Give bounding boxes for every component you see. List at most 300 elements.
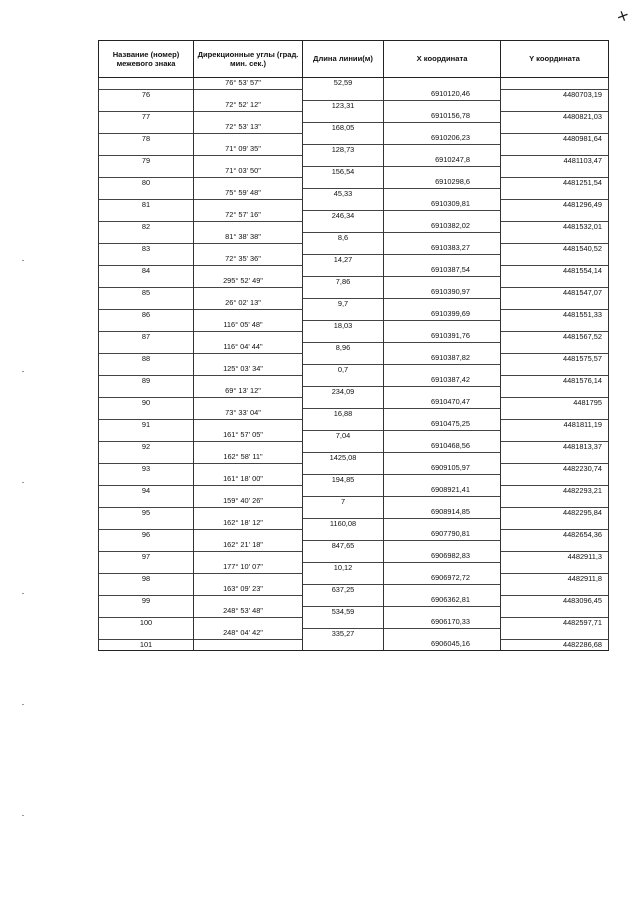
x-coordinate-cell: [384, 518, 501, 529]
table-row: [99, 595, 609, 606]
line-length-cell: [303, 441, 384, 452]
table-row: [99, 419, 609, 430]
x-coordinate-cell: [384, 100, 501, 111]
x-coordinate-cell: [384, 144, 501, 155]
y-coordinate-cell: 4481103,47: [501, 155, 609, 166]
y-coordinate-cell: 4483096,45: [501, 595, 609, 606]
x-coordinate-cell: [384, 628, 501, 639]
line-length-cell: 534,59: [303, 606, 384, 617]
point-name-cell: [99, 320, 194, 331]
line-length-cell: 194,85: [303, 474, 384, 485]
line-length-cell: 8,96: [303, 342, 384, 353]
point-name-cell: [99, 210, 194, 221]
x-coordinate-cell: [384, 386, 501, 397]
point-name-cell: 97: [99, 551, 194, 562]
direction-angle-cell: [194, 287, 303, 298]
y-coordinate-cell: [501, 342, 609, 353]
y-coordinate-cell: [501, 606, 609, 617]
y-coordinate-cell: 4481575,57: [501, 353, 609, 364]
point-name-cell: [99, 166, 194, 177]
direction-angle-cell: [194, 485, 303, 496]
table-row: [99, 166, 609, 177]
direction-angle-cell: 72° 35' 36": [194, 254, 303, 265]
point-name-cell: [99, 364, 194, 375]
point-name-cell: 83: [99, 243, 194, 254]
direction-angle-cell: [194, 595, 303, 606]
table-row: [99, 540, 609, 551]
point-name-cell: 86: [99, 309, 194, 320]
direction-angle-cell: [194, 243, 303, 254]
x-coordinate-cell: [384, 78, 501, 90]
point-name-cell: [99, 342, 194, 353]
line-length-cell: 7,86: [303, 276, 384, 287]
line-length-cell: [303, 639, 384, 651]
point-name-cell: [99, 540, 194, 551]
y-coordinate-cell: [501, 188, 609, 199]
table-row: [99, 463, 609, 474]
line-length-cell: [303, 133, 384, 144]
point-name-cell: 89: [99, 375, 194, 386]
direction-angle-cell: [194, 221, 303, 232]
y-coordinate-cell: 4481547,07: [501, 287, 609, 298]
y-coordinate-cell: 4482295,84: [501, 507, 609, 518]
direction-angle-cell: 116° 04' 44": [194, 342, 303, 353]
y-coordinate-cell: [501, 430, 609, 441]
direction-angle-cell: 248° 04' 42": [194, 628, 303, 639]
x-coordinate-cell: 6907790,81: [384, 529, 501, 540]
table-row: [99, 243, 609, 254]
y-coordinate-cell: [501, 232, 609, 243]
point-name-cell: [99, 518, 194, 529]
line-length-cell: 52,59: [303, 78, 384, 90]
line-length-cell: 8,6: [303, 232, 384, 243]
y-coordinate-cell: [501, 518, 609, 529]
line-length-cell: 10,12: [303, 562, 384, 573]
table-row: [99, 221, 609, 232]
table-row: [99, 144, 609, 155]
x-coordinate-cell: [384, 232, 501, 243]
x-coordinate-cell: 6906362,81: [384, 595, 501, 606]
x-coordinate-cell: 6910387,54: [384, 265, 501, 276]
point-name-cell: 76: [99, 89, 194, 100]
direction-angle-cell: 75° 59' 48": [194, 188, 303, 199]
direction-angle-cell: [194, 331, 303, 342]
header-x-coordinate: X координата: [384, 41, 501, 78]
y-coordinate-cell: [501, 496, 609, 507]
table-row: [99, 606, 609, 617]
point-name-cell: [99, 386, 194, 397]
point-name-cell: 100: [99, 617, 194, 628]
table-row: [99, 287, 609, 298]
direction-angle-cell: 71° 03' 50": [194, 166, 303, 177]
y-coordinate-cell: 4482654,36: [501, 529, 609, 540]
point-name-cell: 82: [99, 221, 194, 232]
y-coordinate-cell: 4481532,01: [501, 221, 609, 232]
direction-angle-cell: 162° 21' 18": [194, 540, 303, 551]
line-length-cell: [303, 89, 384, 100]
y-coordinate-cell: 4481813,37: [501, 441, 609, 452]
point-name-cell: 79: [99, 155, 194, 166]
point-name-cell: [99, 276, 194, 287]
line-length-cell: 234,09: [303, 386, 384, 397]
table-row: [99, 188, 609, 199]
x-coordinate-cell: [384, 496, 501, 507]
table-row: [99, 518, 609, 529]
point-name-cell: 88: [99, 353, 194, 364]
y-coordinate-cell: 4480703,19: [501, 89, 609, 100]
x-coordinate-cell: 6910247,8: [384, 155, 501, 166]
table-row: [99, 639, 609, 651]
line-length-cell: 9,7: [303, 298, 384, 309]
table-row: [99, 122, 609, 133]
direction-angle-cell: 72° 53' 13": [194, 122, 303, 133]
y-coordinate-cell: 4480981,64: [501, 133, 609, 144]
table-row: [99, 628, 609, 639]
direction-angle-cell: [194, 199, 303, 210]
table-row: [99, 111, 609, 122]
y-coordinate-cell: 4482230,74: [501, 463, 609, 474]
y-coordinate-cell: 4481576,14: [501, 375, 609, 386]
y-coordinate-cell: 4482293,21: [501, 485, 609, 496]
y-coordinate-cell: [501, 584, 609, 595]
x-coordinate-cell: 6910475,25: [384, 419, 501, 430]
line-length-cell: 45,33: [303, 188, 384, 199]
line-length-cell: 7,04: [303, 430, 384, 441]
line-length-cell: 156,54: [303, 166, 384, 177]
table-row: [99, 89, 609, 100]
x-coordinate-cell: [384, 122, 501, 133]
line-length-cell: [303, 529, 384, 540]
y-coordinate-cell: 4481795: [501, 397, 609, 408]
line-length-cell: 123,31: [303, 100, 384, 111]
y-coordinate-cell: [501, 78, 609, 90]
point-name-cell: 90: [99, 397, 194, 408]
line-length-cell: [303, 287, 384, 298]
table-row: [99, 375, 609, 386]
point-name-cell: [99, 584, 194, 595]
line-length-cell: 1160,08: [303, 518, 384, 529]
x-coordinate-cell: 6910309,81: [384, 199, 501, 210]
direction-angle-cell: 248° 53' 48": [194, 606, 303, 617]
y-coordinate-cell: [501, 276, 609, 287]
x-coordinate-cell: [384, 320, 501, 331]
table-row: [99, 199, 609, 210]
x-coordinate-cell: 6908921,41: [384, 485, 501, 496]
point-name-cell: [99, 100, 194, 111]
header-row: [99, 41, 609, 78]
y-coordinate-cell: 4481540,52: [501, 243, 609, 254]
x-coordinate-cell: [384, 540, 501, 551]
direction-angle-cell: 163° 09' 23": [194, 584, 303, 595]
line-length-cell: [303, 485, 384, 496]
x-coordinate-cell: 6906170,33: [384, 617, 501, 628]
point-name-cell: 77: [99, 111, 194, 122]
x-coordinate-cell: 6910298,6: [384, 177, 501, 188]
point-name-cell: 84: [99, 265, 194, 276]
line-length-cell: 168,05: [303, 122, 384, 133]
point-name-cell: 80: [99, 177, 194, 188]
table-row: [99, 298, 609, 309]
header-y-coordinate: Y координата: [501, 41, 609, 78]
point-name-cell: [99, 474, 194, 485]
direction-angle-cell: 72° 57' 16": [194, 210, 303, 221]
table-row: [99, 155, 609, 166]
x-coordinate-cell: 6910120,46: [384, 89, 501, 100]
y-coordinate-cell: [501, 386, 609, 397]
y-coordinate-cell: [501, 562, 609, 573]
line-length-cell: 16,88: [303, 408, 384, 419]
x-coordinate-cell: [384, 584, 501, 595]
line-length-cell: [303, 507, 384, 518]
y-coordinate-cell: [501, 452, 609, 463]
direction-angle-cell: [194, 463, 303, 474]
header-point-name: Название (номер) межевого знака: [99, 41, 194, 78]
direction-angle-cell: [194, 133, 303, 144]
x-coordinate-cell: [384, 254, 501, 265]
point-name-cell: [99, 430, 194, 441]
scan-margin-marks: [22, 150, 24, 850]
table-row: [99, 573, 609, 584]
point-name-cell: [99, 188, 194, 199]
line-length-cell: [303, 375, 384, 386]
table-row: [99, 100, 609, 111]
point-name-cell: [99, 562, 194, 573]
x-coordinate-cell: [384, 474, 501, 485]
table-row: [99, 133, 609, 144]
table-row: [99, 452, 609, 463]
point-name-cell: [99, 78, 194, 90]
x-coordinate-cell: [384, 562, 501, 573]
x-coordinate-cell: 6910468,56: [384, 441, 501, 452]
point-name-cell: 99: [99, 595, 194, 606]
table-row: [99, 78, 609, 90]
line-length-cell: 1425,08: [303, 452, 384, 463]
point-name-cell: 78: [99, 133, 194, 144]
table-row: [99, 562, 609, 573]
point-name-cell: 92: [99, 441, 194, 452]
table-row: [99, 331, 609, 342]
corner-mark: +: [613, 4, 633, 27]
direction-angle-cell: 162° 58' 11": [194, 452, 303, 463]
point-name-cell: [99, 628, 194, 639]
x-coordinate-cell: 6906982,83: [384, 551, 501, 562]
table-row: [99, 254, 609, 265]
x-coordinate-cell: 6906045,16: [384, 639, 501, 651]
table-row: [99, 232, 609, 243]
table-row: [99, 342, 609, 353]
line-length-cell: [303, 265, 384, 276]
x-coordinate-cell: 6909105,97: [384, 463, 501, 474]
table-row: [99, 364, 609, 375]
y-coordinate-cell: [501, 254, 609, 265]
y-coordinate-cell: 4480821,03: [501, 111, 609, 122]
direction-angle-cell: 177° 10' 07": [194, 562, 303, 573]
x-coordinate-cell: 6910383,27: [384, 243, 501, 254]
x-coordinate-cell: 6910387,42: [384, 375, 501, 386]
y-coordinate-cell: [501, 320, 609, 331]
x-coordinate-cell: 6910206,23: [384, 133, 501, 144]
table-row: [99, 551, 609, 562]
point-name-cell: 85: [99, 287, 194, 298]
direction-angle-cell: 81° 38' 38": [194, 232, 303, 243]
table-row: [99, 496, 609, 507]
table-row: [99, 276, 609, 287]
point-name-cell: [99, 232, 194, 243]
direction-angle-cell: [194, 177, 303, 188]
x-coordinate-cell: 6910391,76: [384, 331, 501, 342]
point-name-cell: 81: [99, 199, 194, 210]
point-name-cell: 101: [99, 639, 194, 651]
table-row: [99, 386, 609, 397]
direction-angle-cell: [194, 507, 303, 518]
table-row: [99, 210, 609, 221]
x-coordinate-cell: 6910399,69: [384, 309, 501, 320]
line-length-cell: 847,65: [303, 540, 384, 551]
table-row: [99, 441, 609, 452]
x-coordinate-cell: 6910382,02: [384, 221, 501, 232]
y-coordinate-cell: [501, 364, 609, 375]
y-coordinate-cell: 4482597,71: [501, 617, 609, 628]
x-coordinate-cell: [384, 298, 501, 309]
x-coordinate-cell: [384, 188, 501, 199]
direction-angle-cell: 73° 33' 04": [194, 408, 303, 419]
header-line-length: Длина линии(м): [303, 41, 384, 78]
direction-angle-cell: [194, 375, 303, 386]
line-length-cell: [303, 463, 384, 474]
line-length-cell: [303, 617, 384, 628]
y-coordinate-cell: [501, 474, 609, 485]
direction-angle-cell: 69° 13' 12": [194, 386, 303, 397]
y-coordinate-cell: [501, 408, 609, 419]
direction-angle-cell: [194, 419, 303, 430]
point-name-cell: [99, 606, 194, 617]
x-coordinate-cell: [384, 276, 501, 287]
x-coordinate-cell: 6910156,78: [384, 111, 501, 122]
line-length-cell: [303, 309, 384, 320]
direction-angle-cell: [194, 353, 303, 364]
y-coordinate-cell: 4482286,68: [501, 639, 609, 651]
y-coordinate-cell: 4481811,19: [501, 419, 609, 430]
line-length-cell: 335,27: [303, 628, 384, 639]
line-length-cell: [303, 397, 384, 408]
x-coordinate-cell: [384, 210, 501, 221]
line-length-cell: [303, 353, 384, 364]
direction-angle-cell: 159° 40' 26": [194, 496, 303, 507]
point-name-cell: 96: [99, 529, 194, 540]
direction-angle-cell: 71° 09' 35": [194, 144, 303, 155]
direction-angle-cell: 161° 18' 00": [194, 474, 303, 485]
y-coordinate-cell: [501, 144, 609, 155]
direction-angle-cell: [194, 397, 303, 408]
point-name-cell: [99, 254, 194, 265]
direction-angle-cell: 162° 18' 12": [194, 518, 303, 529]
line-length-cell: [303, 221, 384, 232]
direction-angle-cell: [194, 639, 303, 651]
line-length-cell: [303, 243, 384, 254]
direction-angle-cell: 116° 05' 48": [194, 320, 303, 331]
y-coordinate-cell: 4481296,49: [501, 199, 609, 210]
table-row: [99, 529, 609, 540]
y-coordinate-cell: 4481551,33: [501, 309, 609, 320]
direction-angle-cell: 26° 02' 13": [194, 298, 303, 309]
line-length-cell: 0,7: [303, 364, 384, 375]
line-length-cell: [303, 155, 384, 166]
point-name-cell: [99, 496, 194, 507]
y-coordinate-cell: 4481567,52: [501, 331, 609, 342]
x-coordinate-cell: [384, 452, 501, 463]
point-name-cell: [99, 298, 194, 309]
line-length-cell: [303, 331, 384, 342]
table-row: [99, 617, 609, 628]
line-length-cell: 14,27: [303, 254, 384, 265]
line-length-cell: [303, 551, 384, 562]
direction-angle-cell: 125° 03' 34": [194, 364, 303, 375]
table-row: [99, 353, 609, 364]
point-name-cell: 98: [99, 573, 194, 584]
table-row: [99, 265, 609, 276]
direction-angle-cell: [194, 551, 303, 562]
direction-angle-cell: [194, 441, 303, 452]
direction-angle-cell: [194, 155, 303, 166]
y-coordinate-cell: [501, 540, 609, 551]
table-row: [99, 177, 609, 188]
x-coordinate-cell: 6906972,72: [384, 573, 501, 584]
y-coordinate-cell: 4482911,8: [501, 573, 609, 584]
coordinates-table: [98, 40, 609, 651]
y-coordinate-cell: [501, 122, 609, 133]
x-coordinate-cell: 6910470,47: [384, 397, 501, 408]
x-coordinate-cell: [384, 166, 501, 177]
direction-angle-cell: [194, 573, 303, 584]
point-name-cell: 95: [99, 507, 194, 518]
direction-angle-cell: [194, 617, 303, 628]
x-coordinate-cell: [384, 606, 501, 617]
y-coordinate-cell: 4482911,3: [501, 551, 609, 562]
point-name-cell: 93: [99, 463, 194, 474]
table-row: [99, 584, 609, 595]
line-length-cell: 7: [303, 496, 384, 507]
point-name-cell: [99, 408, 194, 419]
line-length-cell: [303, 573, 384, 584]
table-row: [99, 474, 609, 485]
table-row: [99, 309, 609, 320]
table-row: [99, 430, 609, 441]
line-length-cell: 246,34: [303, 210, 384, 221]
x-coordinate-cell: [384, 408, 501, 419]
y-coordinate-cell: [501, 100, 609, 111]
line-length-cell: 128,73: [303, 144, 384, 155]
direction-angle-cell: [194, 89, 303, 100]
table-row: [99, 320, 609, 331]
direction-angle-cell: [194, 265, 303, 276]
table-row: [99, 397, 609, 408]
point-name-cell: [99, 452, 194, 463]
line-length-cell: [303, 199, 384, 210]
point-name-cell: [99, 122, 194, 133]
direction-angle-cell: [194, 309, 303, 320]
direction-angle-cell: [194, 111, 303, 122]
x-coordinate-cell: 6908914,85: [384, 507, 501, 518]
direction-angle-cell: 161° 57' 05": [194, 430, 303, 441]
line-length-cell: [303, 595, 384, 606]
point-name-cell: [99, 144, 194, 155]
x-coordinate-cell: [384, 342, 501, 353]
direction-angle-cell: 76° 53' 57": [194, 78, 303, 90]
y-coordinate-cell: 4481554,14: [501, 265, 609, 276]
y-coordinate-cell: [501, 210, 609, 221]
line-length-cell: 18,03: [303, 320, 384, 331]
point-name-cell: 91: [99, 419, 194, 430]
